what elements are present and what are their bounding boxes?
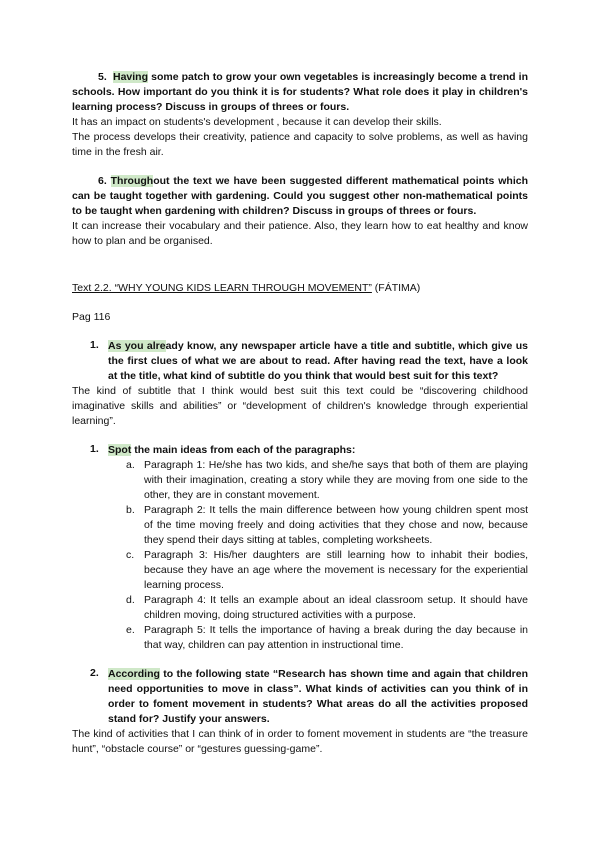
part-1-answer: The kind of subtitle that I think would best suit this text could be “discovering childhood imaginative skills and abilities” or “development of children's knowledge through experiential learning”. <box>72 385 528 427</box>
part-3-highlight: According <box>108 668 160 680</box>
question-5-number: 5. <box>98 71 107 83</box>
list-item-letter: b. <box>126 504 135 516</box>
answer-5-line-1: It has an impact on students's development , because it can develop their skills. <box>72 116 442 128</box>
paragraph-list <box>72 458 528 653</box>
question-6 <box>72 174 528 219</box>
list-item-text: Paragraph 5: It tells the importance of having a break during the day because in that way, children can pay attention in instructional time. <box>144 624 528 651</box>
part-2-text: the main ideas from each of the paragraphs: <box>131 444 356 456</box>
list-item-text: Paragraph 1: He/she has two kids, and she/he says that both of them are playing with their imagination, creating a story while they are moving from one side to the other, they are in constant movement. <box>144 459 528 501</box>
page-reference: Pag 116 <box>72 311 111 323</box>
list-item-text: Paragraph 4: It tells an example about an ideal classroom setup. It should have children moving, doing structured activities with a purpose. <box>144 594 528 621</box>
list-item <box>126 548 528 593</box>
part-1-highlight: As you alre <box>108 340 166 352</box>
list-item <box>126 623 528 653</box>
part-1-text: ady know, any newspaper article have a title and subtitle, which give us the first clues of what we are about to read. After having read the text, have a look at the title, what kind of subtitle do you think that would best suit for this text? <box>108 340 528 382</box>
answer-5-line-2: The process develops their creativity, patience and capacity to solve problems, as well as having time in the fresh air. <box>72 131 528 158</box>
text-title-underlined: Text 2.2. “WHY YOUNG KIDS LEARN THROUGH MOVEMENT” <box>72 282 372 294</box>
text-title <box>72 281 528 296</box>
question-6-text: out the text we have been suggested different mathematical points which can be taught together with gardening. Could you suggest other non-mathematical points to be taught when gardening with children? Discuss in groups of threes or fours. <box>72 175 528 217</box>
document-page <box>72 70 528 757</box>
question-5-highlight: Having <box>112 71 148 83</box>
part-3-question <box>90 667 528 727</box>
question-6-highlight: Through <box>110 175 154 187</box>
answer-6: It can increase their vocabulary and their patience. Also, they learn how to eat healthy and know how to plan and be organised. <box>72 220 528 247</box>
part-2-highlight: Spot <box>108 444 132 456</box>
part-3-text: to the following state “Research has shown time and again that children need opportunities to move in class”. What kinds of activities can you think of in order to foment movement in students? What areas do all the activities proposed stand for? Justify your answers. <box>108 668 528 725</box>
part-3-answer: The kind of activities that I can think of in order to foment movement in students are “the treasure hunt”, “obstacle course” or “gestures guessing-game”. <box>72 728 528 755</box>
text-title-author: (FÁTIMA) <box>371 282 421 294</box>
question-5-text: some patch to grow your own vegetables is increasingly become a trend in schools. How important do you think it is for students? What role does it play in children's learning process? Discuss in groups of threes or fours. <box>72 71 528 113</box>
list-item <box>126 458 528 503</box>
list-item-text: Paragraph 3: His/her daughters are still learning how to inhabit their bodies, because they have an age where the movement is necessary for the experiential learning process. <box>144 549 528 591</box>
list-item-letter: d. <box>126 594 135 606</box>
list-item <box>126 593 528 623</box>
list-item-letter: c. <box>126 549 135 561</box>
list-item-letter: a. <box>126 459 135 471</box>
part-1-number: 1. <box>90 339 99 351</box>
part-3-number: 2. <box>90 667 99 679</box>
part-2-number: 1. <box>90 443 99 455</box>
part-2-question <box>90 443 528 458</box>
list-item-letter: e. <box>126 624 135 636</box>
list-item <box>126 503 528 548</box>
list-item-text: Paragraph 2: It tells the main difference between how young children spent most of the time moving freely and doing activities that they chose and now, because they spend their days sitting at tables, completing worksheets. <box>144 504 528 546</box>
question-5 <box>72 70 528 115</box>
part-1-question <box>90 339 528 384</box>
question-6-number: 6. <box>98 175 107 187</box>
